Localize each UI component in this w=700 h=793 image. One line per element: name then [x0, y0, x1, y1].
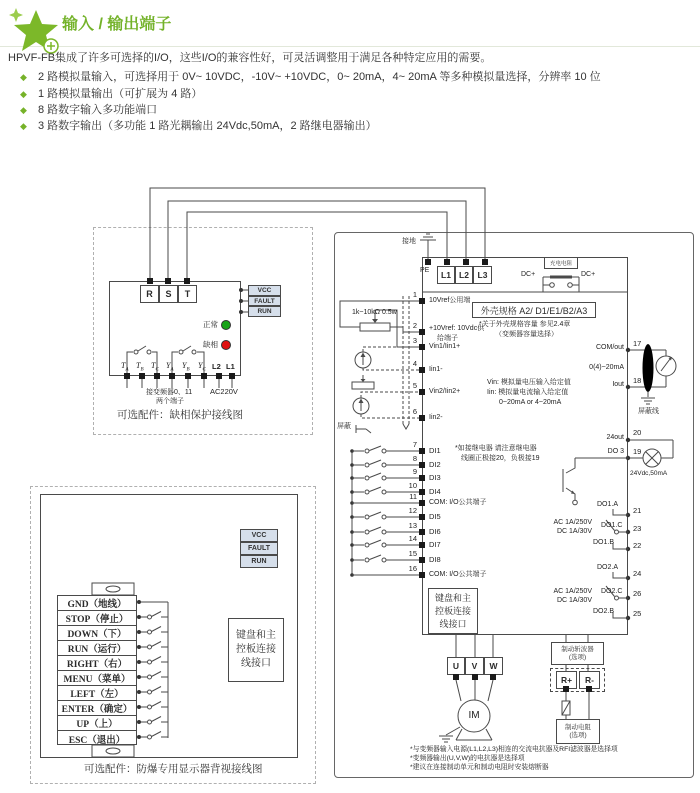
key-run: RUN（运行） — [58, 641, 136, 656]
terminal-s: S — [159, 285, 178, 303]
terminal-lug — [184, 278, 190, 284]
terminal-r: R — [140, 285, 159, 303]
terminal-number: 6 — [412, 407, 417, 416]
terminal-label: Vin1/Iin1+ — [429, 343, 461, 350]
terminal-number: 11 — [409, 492, 417, 501]
terminal-w: W — [484, 657, 503, 675]
terminal-15-lug — [419, 557, 425, 563]
bullet-diamond: ◆ — [20, 105, 27, 115]
terminal-tb-label: $T_B$ — [136, 361, 144, 373]
terminal-number: 15 — [408, 549, 417, 558]
terminal-label: DI4 — [429, 487, 441, 496]
key-up: UP（上） — [58, 716, 136, 731]
range-label: 0(4)~20mA — [589, 364, 624, 371]
indicator-fault: FAULT — [240, 542, 278, 555]
do1-b-label: DO1.B — [593, 539, 615, 546]
analog-output-meter — [626, 344, 676, 404]
bullet-diamond: ◆ — [20, 121, 27, 131]
terminal-label: 给端子 — [437, 335, 458, 342]
terminal-13-lug — [419, 529, 425, 535]
terminal-number: 14 — [408, 534, 417, 543]
terminal-lug — [185, 373, 191, 379]
bullet-diamond: ◆ — [20, 89, 27, 99]
key-right: RIGHT（右） — [58, 656, 136, 671]
terminal-1-lug — [419, 298, 425, 304]
terminal-label: +10Vref: 10Vdc供 — [429, 325, 485, 332]
intro-text: HPVF-FB集成了许多可选择的I/O，这些I/O的兼容性好，可灵活调整用于满足各种特定应用的需要。 — [8, 52, 492, 64]
motor-label: IM — [468, 710, 480, 721]
terminal-l1: L1 — [437, 266, 455, 284]
terminal-number: 4 — [412, 359, 417, 368]
terminal-11-lug — [419, 500, 425, 506]
terminal-label: Iin2- — [429, 414, 443, 421]
terminal-label: COM: I/O公共端子 — [429, 571, 487, 578]
l1-lug — [444, 259, 450, 265]
terminal-lug — [216, 373, 222, 379]
indicator-run: RUN — [240, 555, 278, 568]
terminal-lug — [165, 278, 171, 284]
terminal-12-lug — [419, 514, 425, 520]
key-left: LEFT（左） — [58, 686, 136, 701]
analog-note-1: Vin: 模拟量电压输入给定值 — [487, 379, 571, 386]
terminal-number: 24 — [633, 569, 642, 578]
brake-chopper-box: 制动斩波器 (选项) — [551, 642, 604, 665]
terminal-number: 2 — [412, 321, 417, 330]
keypad-connector — [57, 595, 137, 745]
charge-resistor-box: 充电电阻 — [544, 257, 578, 269]
terminal-number: 10 — [408, 481, 417, 490]
terminal-number: 20 — [633, 428, 642, 437]
com-out-label: COM/out — [595, 344, 624, 351]
case-note-1: *关于外壳规格容量 参见2.4章 — [479, 321, 571, 328]
terminal-label: Iin1- — [429, 366, 443, 373]
terminal-lug — [490, 674, 496, 680]
terminal-label: 10Vref公用端 — [429, 297, 471, 304]
display-caption: 可选配件：防爆专用显示器背视接线图 — [84, 763, 263, 775]
analog-note-2: Iin: 模拟量电流输入给定值 — [487, 389, 569, 396]
terminal-lug — [169, 373, 175, 379]
bullet-item: 1 路模拟量输出（可扩展为 4 路） — [38, 88, 203, 100]
l3-lug — [482, 259, 488, 265]
terminal-number: 3 — [412, 336, 417, 345]
keyboard-interface-box: 键盘和主 控板连接 线接口 — [228, 618, 284, 682]
terminal-2-lug — [419, 329, 425, 335]
terminal-l1-label: L1 — [226, 362, 235, 371]
footnote-3: *建议在连接制动单元和制动电阻时安装熔断器 — [410, 764, 549, 771]
relay-note-2: 线圈正极接20，负极接19 — [461, 455, 540, 462]
keyboard-interface-box: 键盘和主 控板连接 线接口 — [428, 588, 478, 634]
shield-label: 屏蔽 — [337, 423, 351, 430]
do3-label: DO 3 — [607, 448, 624, 455]
do1-a-label: DO1.A — [597, 501, 619, 508]
terminal-r-minus: R- — [579, 671, 600, 689]
terminal-label: Vin2/Iin2+ — [429, 388, 461, 395]
shield-wire-label: 屏蔽线 — [638, 408, 659, 415]
terminal-10-lug — [419, 489, 425, 495]
key-stop: STOP（停止） — [58, 611, 136, 626]
page-title: 输入 / 输出端子 — [62, 16, 172, 33]
pe-label: PE — [420, 267, 430, 274]
l2-lug — [463, 259, 469, 265]
iout-label: Iout — [612, 381, 624, 388]
indicator-fault: FAULT — [248, 296, 281, 306]
terminal-number: 5 — [412, 381, 417, 390]
terminal-ya-label: $Y_A$ — [166, 361, 174, 373]
inverter-terminal-note-2: 两个端子 — [156, 398, 184, 405]
terminal-label: DI5 — [429, 512, 441, 521]
do2-rating-2: DC 1A/30V — [556, 597, 592, 604]
led-normal-icon — [222, 321, 231, 330]
inverter-terminal-note-1: 接变频器0、11 — [146, 389, 193, 396]
bullet-diamond: ◆ — [20, 72, 27, 82]
terminal-number: 22 — [633, 541, 642, 550]
indicator-vcc: VCC — [248, 285, 281, 296]
brake-resistor-box: 制动电阻 (选项) — [556, 719, 600, 744]
terminal-number: 19 — [633, 447, 642, 456]
relay-note-1: *如接继电器 请注意继电器 — [455, 445, 537, 452]
terminal-number: 26 — [633, 589, 642, 598]
bullet-item: 3 路数字输出（多功能 1 路光耦输出 24Vdc,50mA，2 路继电器输出） — [38, 120, 377, 132]
do1-rating-1: AC 1A/250V — [553, 519, 592, 526]
key-menu: MENU（菜单） — [58, 671, 136, 686]
terminal-label: DI2 — [429, 460, 441, 469]
terminal-tc-label: $T_C$ — [151, 361, 159, 373]
terminal-number: 17 — [633, 339, 642, 348]
do2-c-label: DO2.C — [601, 588, 623, 595]
key-gnd: GND（地线） — [58, 596, 136, 611]
terminal-number: 7 — [412, 440, 417, 449]
terminal-16-lug — [419, 572, 425, 578]
terminal-14-lug — [419, 542, 425, 548]
terminal-lug — [453, 674, 459, 680]
terminal-label: DI3 — [429, 473, 441, 482]
terminal-r-plus: R+ — [556, 671, 577, 689]
terminal-l2-label: L2 — [212, 362, 221, 371]
key-enter: ENTER（确定） — [58, 701, 136, 716]
terminal-u: U — [447, 657, 465, 675]
phase-loss-caption: 可选配件：缺相保护接线图 — [117, 409, 243, 421]
key-down: DOWN（下） — [58, 626, 136, 641]
terminal-lug — [586, 686, 592, 692]
analog-note-3: 0~20mA or 4~20mA — [499, 399, 562, 406]
terminal-number: 1 — [412, 290, 417, 299]
star-icon — [6, 4, 62, 56]
terminal-4-lug — [419, 367, 425, 373]
terminal-3-lug — [419, 344, 425, 350]
terminal-9-lug — [419, 475, 425, 481]
terminal-yb-label: $Y_B$ — [182, 361, 190, 373]
led-phase-loss-label: 缺相 — [203, 340, 218, 349]
ground-label: 接地 — [402, 238, 416, 245]
do1-c-label: DO1.C — [601, 522, 623, 529]
do1-rating-2: DC 1A/30V — [556, 528, 592, 535]
terminal-label: DI6 — [429, 527, 441, 536]
potentiometer-label: 1k~10kΩ 0.5w — [352, 309, 397, 316]
do2-a-label: DO2.A — [597, 564, 619, 571]
terminal-lug — [201, 373, 207, 379]
terminal-l3: L3 — [473, 266, 492, 284]
terminal-label: COM: I/O公共端子 — [429, 499, 487, 506]
terminal-label: DI7 — [429, 540, 441, 549]
terminal-ta-label: $T_A$ — [121, 361, 129, 373]
terminal-6-lug — [419, 415, 425, 421]
terminal-t: T — [178, 285, 197, 303]
terminal-label: DI8 — [429, 555, 441, 564]
terminal-lug — [124, 373, 130, 379]
terminal-number: 16 — [408, 564, 417, 573]
terminal-lug — [154, 373, 160, 379]
motor-output-circuit — [439, 635, 493, 742]
terminal-number: 25 — [633, 609, 642, 618]
terminal-number: 13 — [408, 521, 417, 530]
terminal-lug — [229, 373, 235, 379]
led-normal-label: 正常 — [203, 320, 218, 329]
bullet-item: 2 路模拟量输入，可选择用于 0V~ 10VDC，-10V~ +10VDC，0~ 20mA，4~ 20mA 等多种模拟量选择，分辨率 10 位 — [38, 71, 601, 83]
terminal-v: V — [465, 657, 484, 675]
terminal-8-lug — [419, 462, 425, 468]
case-note-2: （变频器容量选择） — [495, 331, 558, 338]
led-phase-loss-icon — [222, 341, 231, 350]
key-esc: ESC（退出） — [68, 735, 126, 746]
do2-b-label: DO2.B — [593, 608, 615, 615]
dc-plus-right-label: DC+ — [581, 271, 596, 278]
terminal-number: 18 — [633, 376, 642, 385]
terminal-number: 8 — [412, 454, 417, 463]
bullet-item: 8 路数字输入多功能端口 — [38, 104, 158, 116]
terminal-number: 23 — [633, 524, 642, 533]
ac220v-label: AC220V — [210, 387, 238, 396]
footnote-2: *变频器输出(U,V,W)的电抗器是选择项 — [410, 755, 525, 762]
terminal-lug — [563, 686, 569, 692]
terminal-5-lug — [419, 389, 425, 395]
24out-label: 24out — [606, 434, 624, 441]
terminal-yc-label: $Y_C$ — [198, 361, 206, 373]
pe-lug — [425, 259, 431, 265]
terminal-number: 9 — [412, 467, 417, 476]
terminal-lug — [472, 674, 478, 680]
lamp-rating-label: 24Vdc,50mA — [630, 470, 668, 477]
case-spec-box: 外壳规格 A2/ D1/E1/B2/A3 — [472, 302, 596, 318]
terminal-lug — [139, 373, 145, 379]
dc-plus-left-label: DC+ — [521, 271, 536, 278]
supply-wires — [150, 188, 485, 281]
terminal-7-lug — [419, 448, 425, 454]
terminal-number: 12 — [408, 506, 417, 515]
footnote-1: *与变频器输入电源(L1,L2,L3)相连的交流电抗器及RFI滤波器是选择项 — [410, 746, 618, 753]
indicator-vcc: VCC — [240, 529, 278, 542]
terminal-label: DI1 — [429, 446, 441, 455]
terminal-lug — [147, 278, 153, 284]
indicator-run: RUN — [248, 306, 281, 317]
terminal-number: 21 — [633, 506, 642, 515]
terminal-l2: L2 — [455, 266, 473, 284]
do2-rating-1: AC 1A/250V — [553, 588, 592, 595]
